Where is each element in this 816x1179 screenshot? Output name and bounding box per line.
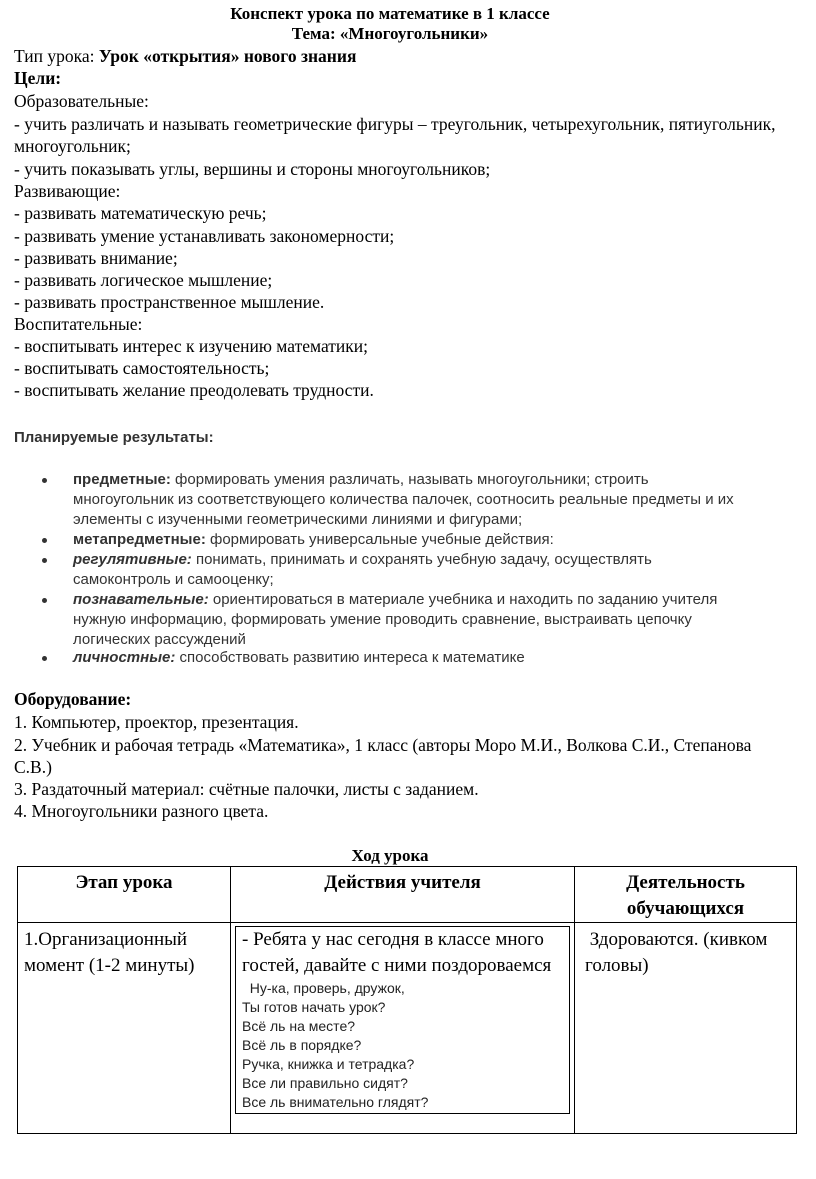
result-text: ориентироваться в материале учебника и находить по заданию учителя нужную информацию, формировать умение проводить сравнение, выстраивать цепочку логических рассуждений — [73, 591, 718, 648]
upbringing-item: - воспитывать желание преодолевать трудности. — [14, 380, 374, 400]
lesson-table — [17, 866, 797, 1134]
table-row — [18, 923, 797, 1134]
poem-line: Ну-ка, проверь, дружок, — [242, 980, 405, 996]
developing-item: - развивать внимание; — [14, 248, 178, 268]
bullet-icon — [42, 478, 47, 483]
educational-label: Образовательные: — [14, 91, 149, 111]
bullet-icon — [42, 538, 47, 543]
result-key: предметные: — [73, 471, 171, 488]
lesson-type-label: Тип урока: — [14, 46, 99, 66]
results-heading: Планируемые результаты: — [14, 429, 214, 446]
result-item — [73, 530, 753, 550]
header-cell — [575, 867, 797, 923]
bullet-icon — [42, 598, 47, 603]
result-text: понимать, принимать и сохранять учебную задачу, осуществлять самоконтроль и самооценку; — [73, 551, 652, 588]
goals-heading: Цели: — [14, 68, 62, 88]
result-item — [73, 648, 753, 668]
result-item — [73, 470, 753, 530]
poem-line: Все ли правильно сидят? — [242, 1075, 408, 1091]
teacher-cell — [231, 923, 575, 1134]
header-cell — [231, 867, 575, 923]
students-text: Здороваются. (кивком головы) — [585, 929, 773, 976]
stage-cell — [18, 923, 231, 1134]
lesson-type-value: Урок «открытия» нового знания — [98, 46, 357, 66]
equipment-item: 1. Компьютер, проектор, презентация. — [14, 712, 299, 732]
poem-line: Ручка, книжка и тетрадка? — [242, 1056, 415, 1072]
poem-line: Всё ль в порядке? — [242, 1037, 362, 1053]
upbringing-item: - воспитывать интерес к изучению математики; — [14, 336, 369, 356]
result-key: познавательные: — [73, 591, 209, 608]
result-text: способствовать развитию интереса к математике — [175, 649, 525, 666]
students-cell — [575, 923, 797, 1134]
header-stage: Этап урока — [75, 872, 173, 893]
educational-item: - учить показывать углы, вершины и стороны многоугольников; — [14, 159, 491, 179]
teacher-content — [235, 926, 570, 1114]
poem-line: Ты готов начать урок? — [242, 999, 386, 1015]
educational-item: - учить различать и называть геометрические фигуры – треугольник, четырехугольник, пятиугольник, многоугольник; — [14, 114, 776, 156]
developing-label: Развивающие: — [14, 181, 121, 201]
document-title: Конспект урока по математике в 1 классе — [230, 4, 550, 23]
topic-title: Тема: «Многоугольники» — [291, 24, 489, 43]
teacher-main-text: - Ребята у нас сегодня в классе много гостей, давайте с ними поздороваемся — [242, 929, 552, 976]
lesson-type — [14, 45, 356, 67]
table-caption: Ход урока — [351, 846, 429, 865]
developing-item: - развивать умение устанавливать закономерности; — [14, 226, 395, 246]
poem-line: Всё ль на месте? — [242, 1018, 356, 1034]
equipment-item: 4. Многоугольники разного цвета. — [14, 801, 269, 821]
upbringing-label: Воспитательные: — [14, 314, 143, 334]
bullet-icon — [42, 656, 47, 661]
result-text: формировать умения различать, называть многоугольники; строить многоугольник из соответствующего количества палочек, соотносить реальные предметы и их элементы с изученными геометрическими линиями и фигурами; — [73, 471, 734, 528]
result-item — [73, 550, 753, 590]
header-students: Деятельность обучающихся — [626, 872, 745, 919]
stage-text: 1.Организационный момент (1-2 минуты) — [24, 929, 195, 976]
result-key: метапредметные: — [73, 531, 206, 548]
upbringing-item: - воспитывать самостоятельность; — [14, 358, 270, 378]
developing-item: - развивать логическое мышление; — [14, 270, 273, 290]
poem-line: Все ль внимательно глядят? — [242, 1094, 429, 1110]
developing-item: - развивать математическую речь; — [14, 203, 267, 223]
header-cell — [18, 867, 231, 923]
table-header-row — [18, 867, 797, 923]
equipment-heading: Оборудование: — [14, 689, 132, 709]
result-key: регулятивные: — [73, 551, 192, 568]
result-text: формировать универсальные учебные действия: — [205, 531, 554, 548]
equipment-item: 3. Раздаточный материал: счётные палочки, листы с заданием. — [14, 779, 479, 799]
header-teacher: Действия учителя — [324, 872, 481, 893]
equipment-item: 2. Учебник и рабочая тетрадь «Математика», 1 класс (авторы Моро М.И., Волкова С.И., Степанова С.В.) — [14, 735, 752, 777]
bullet-icon — [42, 558, 47, 563]
result-item — [73, 590, 753, 650]
result-key: личностные: — [73, 649, 176, 666]
developing-item: - развивать пространственное мышление. — [14, 292, 325, 312]
